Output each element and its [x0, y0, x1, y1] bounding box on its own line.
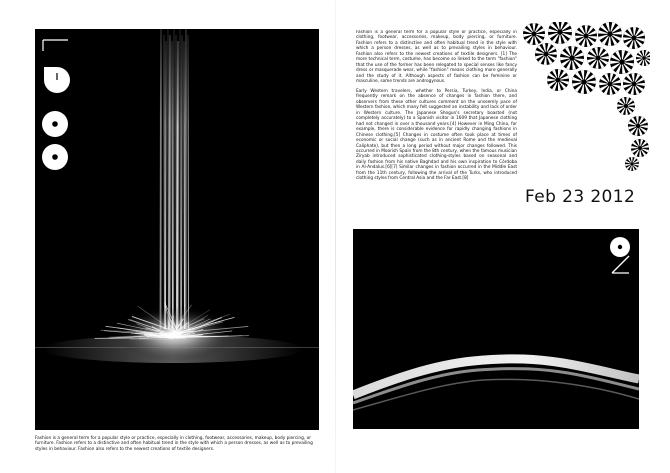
fountain-jet-stream	[166, 41, 167, 329]
sunburst-disc	[548, 22, 572, 44]
corner-mark	[43, 40, 68, 51]
fountain-jet-stream	[180, 29, 181, 329]
page-gutter	[335, 0, 336, 473]
sunburst-disc	[623, 73, 645, 95]
light-trail-faint	[353, 379, 639, 410]
sunburst-disc	[575, 25, 597, 47]
fountain-jet-stream	[176, 35, 177, 329]
sunburst-disc	[599, 73, 621, 95]
sunburst-disc	[625, 157, 639, 171]
article-paragraph-2: Early Western travelers, whether to Persia, Turkey, India, or China frequently remark on the absence of changes in fashion there, and observers from these other cultures comment on the unseemly pace of Western fashion, which many felt suggested an instability and lack of order in Western culture. The Japanese Shogun's secretary boasted (not completely accurately) to a Spanish visitor in 1609 that Japanese clothing had not changed in over a thousand years.[4] However in Ming China, for example, there is considerable evidence for rapidly changing fashions in Chinese clothing.[5] Changes in costume often took place at times of economic or social change (such as in ancient Rome and the medieval Caliphate), but then a long period without major changes followed. This occurred in Moorish Spain from the 8th century, when the famous musician Ziryab introduced sophisticated clothing-styles based on seasonal and daily fashion from his native Baghdad and his own inspiration to Córdoba in Al-Andalus.[6][7] Similar changes in fashion occurred in the Middle East from the 11th century, following the arrival of the Turks, who introduced clothing styles from Central Asia and the Far East.[8]	[356, 89, 517, 182]
fountain-jet-stream	[178, 41, 179, 329]
fountain-jet-stream	[170, 35, 171, 329]
circular-pattern-cluster	[520, 22, 650, 172]
fountain-jet-stream	[188, 35, 189, 329]
fountain-illustration	[35, 29, 319, 430]
night-road-photo	[353, 229, 639, 429]
fountain-jet-stream	[186, 29, 187, 329]
issue-date: Feb 23 2012	[525, 187, 636, 207]
sunburst-disc	[631, 139, 649, 157]
fountain-jet-stream	[184, 41, 185, 329]
fountain-jet-stream	[172, 41, 173, 329]
sunburst-disc	[598, 22, 622, 46]
sunburst-disc	[547, 69, 569, 91]
fountain-jet-stream	[182, 35, 183, 329]
sunburst-disc	[535, 43, 557, 65]
sunburst-disc	[587, 47, 609, 69]
light-trail-illustration	[353, 229, 639, 429]
sunburst-disc	[572, 70, 596, 94]
fountain-jet-stream	[164, 35, 165, 329]
sunburst-disc	[560, 46, 584, 70]
page-number-glyph	[42, 67, 70, 170]
sunburst-disc	[636, 50, 650, 66]
fountain-photo	[35, 29, 319, 430]
sunburst-disc	[617, 97, 635, 115]
fountain-jet-stream	[174, 29, 175, 329]
sunburst-disc	[623, 27, 645, 49]
sunburst-disc	[523, 23, 545, 45]
fountain-jet-stream	[168, 29, 169, 329]
article-paragraph-1: Fashion is a general term for a popular style or practice, especially in clothing, footwear, accessories, makeup, body piercing, or furniture. Fashion refers to a distinctive and often habitual trend in the style with which a person dresses, as well as to prevailing styles in behaviour. Fashion also refers to the newest creations of textile designers. [1] The more technical term, costume, has become so linked to the term "fashion" that the use of the former has been relegated to special senses like fancy dress or masquerade wear, while "fashion" means clothing more generally and the study of it. Although aspects of fashion can be feminine or masculine, some trends are androgynous.	[356, 30, 517, 85]
fountain-jet-stream	[161, 29, 162, 329]
article-body	[356, 30, 517, 220]
fountain-jets	[161, 29, 189, 329]
sunburst-disc	[628, 116, 648, 136]
sunburst-disc	[610, 50, 634, 74]
left-caption: Fashion is a general term for a popular style or practice, especially in clothing, footwear, accessories, makeup, body piercing, or furniture. Fashion refers to a distinctive and often habitual trend in the style with which a person dresses, as well as to prevailing styles in behaviour. Fashion also refers to the newest creations of textile designers.	[35, 436, 313, 452]
page-number-2-glyph	[610, 237, 630, 273]
